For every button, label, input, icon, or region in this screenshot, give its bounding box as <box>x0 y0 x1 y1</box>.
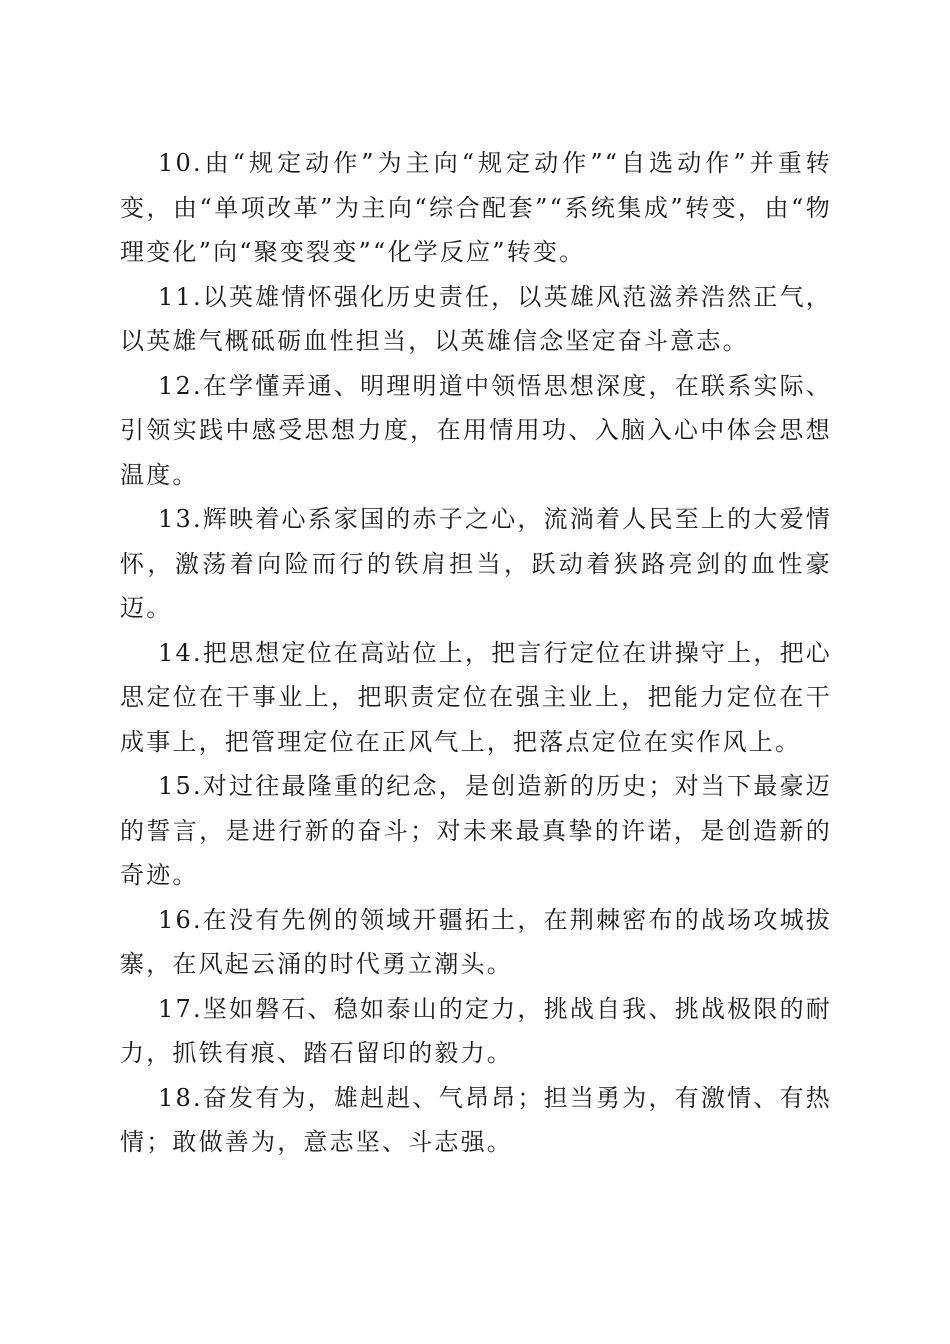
paragraph-13: 13.辉映着心系家国的赤子之心，流淌着人民至上的大爱情怀，激荡着向险而行的铁肩担当，跃动着狭路亮剑的血性豪迈。 <box>120 505 832 622</box>
document-body <box>120 141 832 1165</box>
paragraph-14: 14.把思想定位在高站位上，把言行定位在讲操守上，把心思定位在干事业上，把职责定位在强主业上，把能力定位在干成事上，把管理定位在正风气上，把落点定位在实作风上。 <box>120 638 832 756</box>
paragraph-17: 17.坚如磐石、稳如泰山的定力，挑战自我、挑战极限的耐力，抓铁有痕、踏石留印的毅力。 <box>120 994 832 1067</box>
paragraph-10: 10.由“规定动作”为主向“规定动作”“自选动作”并重转变，由“单项改革”为主向“综合配套”“系统集成”转变，由“物理变化”向“聚变裂变”“化学反应”转变。 <box>120 149 832 266</box>
paragraph-11: 11.以英雄情怀强化历史责任，以英雄风范滋养浩然正气，以英雄气概砥砺血性担当，以英雄信念坚定奋斗意志。 <box>120 282 832 355</box>
paragraph-18: 18.奋发有为，雄赳赳、气昂昂；担当勇为，有激情、有热情；敢做善为，意志坚、斗志强。 <box>120 1083 832 1156</box>
paragraph-12: 12.在学懂弄通、明理明道中领悟思想深度，在联系实际、引领实践中感受思想力度，在用情用功、入脑入心中体会思想温度。 <box>120 371 832 489</box>
paragraph-15: 15.对过往最隆重的纪念，是创造新的历史；对当下最豪迈的誓言，是进行新的奋斗；对未来最真挚的许诺，是创造新的奇迹。 <box>120 772 832 889</box>
paragraph-16: 16.在没有先例的领域开疆拓土，在荆棘密布的战场攻城拔寨，在风起云涌的时代勇立潮头。 <box>120 905 832 978</box>
